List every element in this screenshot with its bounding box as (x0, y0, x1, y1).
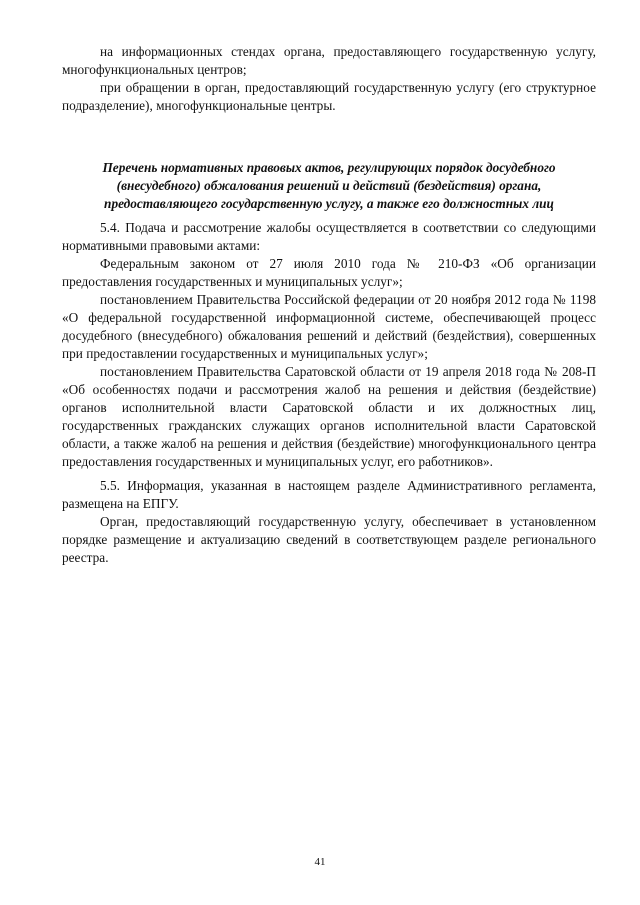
document-body (62, 43, 596, 567)
paragraph-5-5: 5.5. Информация, указанная в настоящем разделе Административного регламента, размещена на ЕПГУ. (62, 478, 596, 511)
paragraph-registry: Орган, предоставляющий государственную услугу, обеспечивает в установленном порядке размещение и актуализацию сведений в соответствующем разделе регионального реестра. (62, 514, 596, 565)
paragraph-government-decree-rf: постановлением Правительства Российской федерации от 20 ноября 2012 года № 1198 «О федеральной государственной информационной системе, обеспечивающей процесс досудебного (внесудебного) обжалования решений и действий (бездействия), совершенных при предоставлении государственных и муниципальных услуг»; (62, 292, 596, 361)
paragraph-government-decree-saratov: постановлением Правительства Саратовской области от 19 апреля 2018 года № 208-П «Об особенностях подачи и рассмотрения жалоб на решения и действия (бездействие) органов исполнительной власти Саратовской области и их должностных лиц, государственных гражданских служащих органов исполнительной власти Саратовской области, а также жалоб на решения и действия (бездействие) многофункционального центра предоставления государственных и муниципальных услуг, его работников». (62, 364, 596, 469)
paragraph-federal-law: Федеральным законом от 27 июля 2010 года № 210-ФЗ «Об организации предоставления государственных и муниципальных услуг»; (62, 256, 596, 289)
paragraph-appeal-to-organ: при обращении в орган, предоставляющий государственную услугу (его структурное подразделение), многофункциональные центры. (62, 80, 596, 113)
section-heading: Перечень нормативных правовых актов, регулирующих порядок досудебного (внесудебного) обжалования решений и действий (бездействия) органа, предоставляющего государственную услугу, а также его должностных лиц (102, 160, 556, 211)
page-number: 41 (314, 856, 326, 868)
paragraph-info-stands: на информационных стендах органа, предоставляющего государственную услугу, многофункциональных центров; (62, 44, 596, 77)
paragraph-5-4: 5.4. Подача и рассмотрение жалобы осуществляется в соответствии со следующими нормативными правовыми актами: (62, 220, 596, 253)
